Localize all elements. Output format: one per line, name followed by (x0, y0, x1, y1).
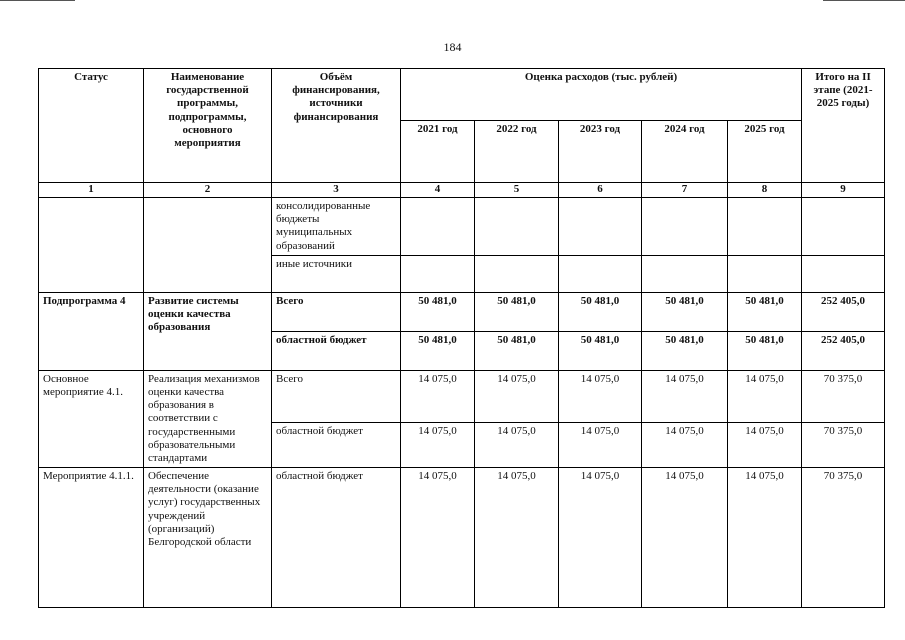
column-number: 5 (475, 183, 559, 198)
column-number-row (39, 183, 885, 198)
program-name-cell: Развитие системы оценки качества образования (144, 292, 272, 370)
column-number: 3 (272, 183, 401, 198)
value-cell: 14 075,0 (401, 370, 475, 423)
value-cell: 50 481,0 (728, 331, 802, 370)
program-name-cell: Реализация механизмов оценки качества образования в соответствии с государственными образовательными стандартами (144, 370, 272, 467)
total-cell: 252 405,0 (802, 331, 885, 370)
status-cell-empty (39, 198, 144, 293)
header-total: Итого на II этапе (2021-2025 годы) (802, 69, 885, 183)
budget-table (38, 68, 885, 608)
header-expenses: Оценка расходов (тыс. рублей) (401, 69, 802, 121)
value-cell: 14 075,0 (559, 370, 642, 423)
funding-source-cell: Всего (272, 370, 401, 423)
header-funding: Объём финансирования, источники финансирования (272, 69, 401, 183)
scan-edge-mark-right (823, 0, 905, 1)
value-cell: 14 075,0 (401, 423, 475, 468)
value-cell: 14 075,0 (642, 423, 728, 468)
value-cell-empty (475, 198, 559, 256)
value-cell: 14 075,0 (475, 370, 559, 423)
header-program-name: Наименование государственной программы, подпрограммы, основного мероприятия (144, 69, 272, 183)
funding-source-cell: областной бюджет (272, 423, 401, 468)
value-cell: 50 481,0 (559, 331, 642, 370)
table-row (39, 370, 885, 423)
funding-source-cell: областной бюджет (272, 468, 401, 608)
value-cell: 14 075,0 (728, 468, 802, 608)
total-cell: 70 375,0 (802, 468, 885, 608)
value-cell-empty (475, 255, 559, 292)
status-cell: Подпрограмма 4 (39, 292, 144, 370)
value-cell-empty (642, 255, 728, 292)
value-cell-empty (642, 198, 728, 256)
table-row (39, 292, 885, 331)
total-cell-empty (802, 255, 885, 292)
funding-source-cell: иные источники (272, 255, 401, 292)
value-cell: 14 075,0 (728, 423, 802, 468)
value-cell-empty (401, 255, 475, 292)
column-number: 4 (401, 183, 475, 198)
header-status: Статус (39, 69, 144, 183)
scan-edge-mark-left (0, 0, 75, 1)
header-year-2022: 2022 год (475, 121, 559, 183)
value-cell: 50 481,0 (475, 292, 559, 331)
value-cell-empty (559, 255, 642, 292)
total-cell-empty (802, 198, 885, 256)
value-cell: 50 481,0 (728, 292, 802, 331)
value-cell: 50 481,0 (559, 292, 642, 331)
column-number: 7 (642, 183, 728, 198)
column-number: 9 (802, 183, 885, 198)
total-cell: 70 375,0 (802, 423, 885, 468)
value-cell-empty (559, 198, 642, 256)
value-cell: 14 075,0 (475, 468, 559, 608)
value-cell: 14 075,0 (475, 423, 559, 468)
value-cell: 50 481,0 (401, 292, 475, 331)
value-cell: 14 075,0 (642, 370, 728, 423)
total-cell: 252 405,0 (802, 292, 885, 331)
funding-source-cell: консолидированные бюджеты муниципальных образований (272, 198, 401, 256)
value-cell: 50 481,0 (642, 292, 728, 331)
value-cell: 14 075,0 (401, 468, 475, 608)
status-cell: Основное мероприятие 4.1. (39, 370, 144, 467)
value-cell: 14 075,0 (728, 370, 802, 423)
total-cell: 70 375,0 (802, 370, 885, 423)
name-cell-empty (144, 198, 272, 293)
value-cell: 50 481,0 (642, 331, 728, 370)
value-cell-empty (401, 198, 475, 256)
column-number: 1 (39, 183, 144, 198)
column-number: 8 (728, 183, 802, 198)
header-year-2024: 2024 год (642, 121, 728, 183)
header-year-2023: 2023 год (559, 121, 642, 183)
program-name-cell: Обеспечение деятельности (оказание услуг) государственных учреждений (организаций) Белгородской области (144, 468, 272, 608)
value-cell: 50 481,0 (475, 331, 559, 370)
value-cell-empty (728, 255, 802, 292)
column-number: 6 (559, 183, 642, 198)
column-number: 2 (144, 183, 272, 198)
table-row (39, 468, 885, 608)
header-year-2021: 2021 год (401, 121, 475, 183)
value-cell: 14 075,0 (559, 468, 642, 608)
value-cell: 50 481,0 (401, 331, 475, 370)
value-cell: 14 075,0 (642, 468, 728, 608)
header-row (39, 69, 885, 121)
value-cell: 14 075,0 (559, 423, 642, 468)
value-cell-empty (728, 198, 802, 256)
status-cell: Мероприятие 4.1.1. (39, 468, 144, 608)
page-number: 184 (443, 40, 462, 54)
table-row (39, 198, 885, 256)
funding-source-cell: областной бюджет (272, 331, 401, 370)
funding-source-cell: Всего (272, 292, 401, 331)
header-year-2025: 2025 год (728, 121, 802, 183)
